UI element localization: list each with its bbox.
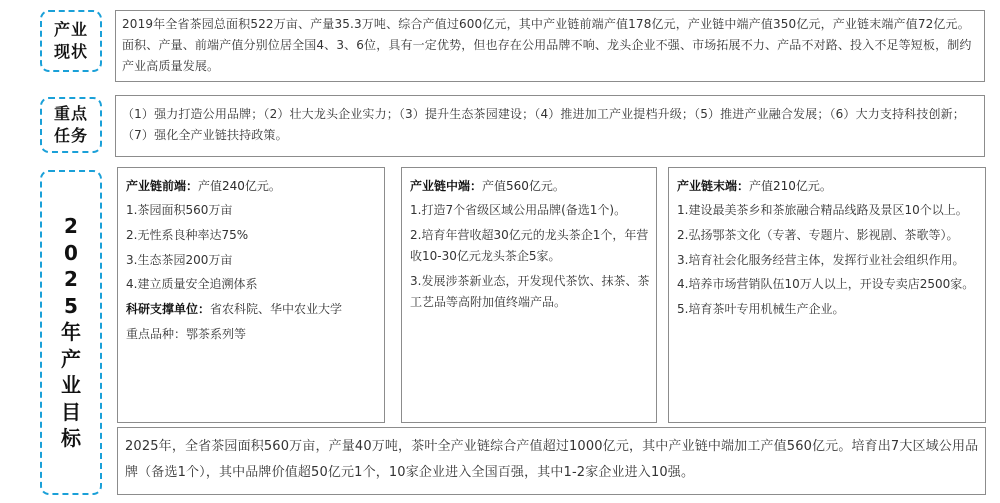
goals-label (40, 170, 102, 495)
front-item-1: 1.茶园面积560万亩 (126, 203, 233, 217)
front-support-label: 科研支撑单位： (126, 302, 211, 317)
front-variety (126, 324, 380, 345)
end-title (677, 176, 981, 197)
end-item-3: 3.培育社会化服务经营主体，发挥行业社会组织作用。 (677, 252, 965, 267)
status-label-line-2: 现状 (53, 42, 88, 61)
goals-label-char-6: 产 (61, 346, 81, 371)
goals-label-char-3: 2 (64, 267, 78, 292)
summary-text: 2025年，全省茶园面积560万亩，产量40万吨，茶叶全产业链综合产值超过1000亿元，其中产业链中端加工产值560亿元。培育出7大区域公用品牌（备选1个），其中品牌价值超50亿元1个，10家企业进入全国百强，其中1-2家企业进入10强。 (125, 439, 979, 480)
tasks-label-line-1: 重点 (53, 104, 88, 123)
tasks-label (40, 97, 102, 153)
middle-value: 产值560亿元。 (482, 179, 565, 193)
goals-label-char-5: 年 (61, 320, 81, 345)
middle-title-label: 产业链中端： (410, 179, 483, 193)
goals-label-char-9: 标 (61, 426, 81, 451)
front-value: 产值240亿元。 (198, 179, 281, 193)
front-support (126, 299, 380, 320)
front-support-value: 省农科院、华中农业大学 (210, 302, 343, 317)
goals-label-char-8: 目 (61, 399, 81, 424)
middle-item-1: 1.打造7个省级区域公用品牌(备选1个)。 (410, 203, 627, 217)
front-content (126, 176, 380, 349)
middle-item-2: 2.培育年营收超30亿元的龙头茶企1个，年营收10-30亿元龙头茶企5家。 (410, 227, 649, 263)
end-item-2: 2.弘扬鄂茶文化（专著、专题片、影视剧、茶歌等）。 (677, 227, 959, 242)
status-label (40, 10, 102, 72)
status-text: 2019年全省茶园总面积522万亩、产量35.3万吨、综合产值过600亿元，其中产业链前端产值178亿元，产业链中端产值350亿元，产业链末端产值72亿元。面积、产量、前端产值分别位居全国4、3、6位，具有一定优势，但也存在公用品牌不响、龙头企业不强、市场拓展不力、产品不对路、投入不足等短板，制约产业高质量发展。 (122, 17, 972, 73)
front-title (126, 176, 380, 197)
middle-title (410, 176, 652, 197)
status-label-line-1: 产业 (53, 20, 88, 39)
tasks-text: （1）强力打造公用品牌；（2）壮大龙头企业实力；（3）提升生态茶园建设；（4）推进加工产业提档升级；（5）推进产业融合发展；（6）大力支持科技创新；（7）强化全产业链扶持政策。 (122, 107, 965, 142)
goals-label-char-4: 5 (64, 293, 78, 318)
end-item-4: 4.培养市场营销队伍10万人以上，开设专卖店2500家。 (677, 277, 975, 292)
front-title-label: 产业链前端： (126, 179, 199, 193)
end-item-5: 5.培育茶叶专用机械生产企业。 (677, 302, 845, 317)
front-variety-value: 鄂茶系列等 (186, 326, 247, 341)
front-item-3: 3.生态茶园200万亩 (126, 252, 233, 267)
end-value: 产值210亿元。 (749, 179, 832, 193)
front-item-2: 2.无性系良种率达75% (126, 227, 249, 242)
end-title-label: 产业链末端： (677, 179, 750, 193)
goals-label-char-2: 0 (64, 240, 78, 265)
end-item-1: 1.建设最美茶乡和茶旅融合精品线路及景区10个以上。 (677, 203, 968, 217)
goals-label-char-7: 业 (61, 373, 81, 398)
tasks-label-line-2: 任务 (53, 126, 88, 145)
middle-item-3: 3.发展涉茶新业态，开发现代茶饮、抹茶、茶工艺品等高附加值终端产品。 (410, 273, 650, 309)
end-content (677, 176, 981, 324)
middle-content (410, 176, 652, 316)
goals-label-char-1: 2 (64, 214, 78, 239)
front-item-4: 4.建立质量安全追溯体系 (126, 277, 258, 292)
front-variety-label: 重点品种： (126, 326, 187, 341)
